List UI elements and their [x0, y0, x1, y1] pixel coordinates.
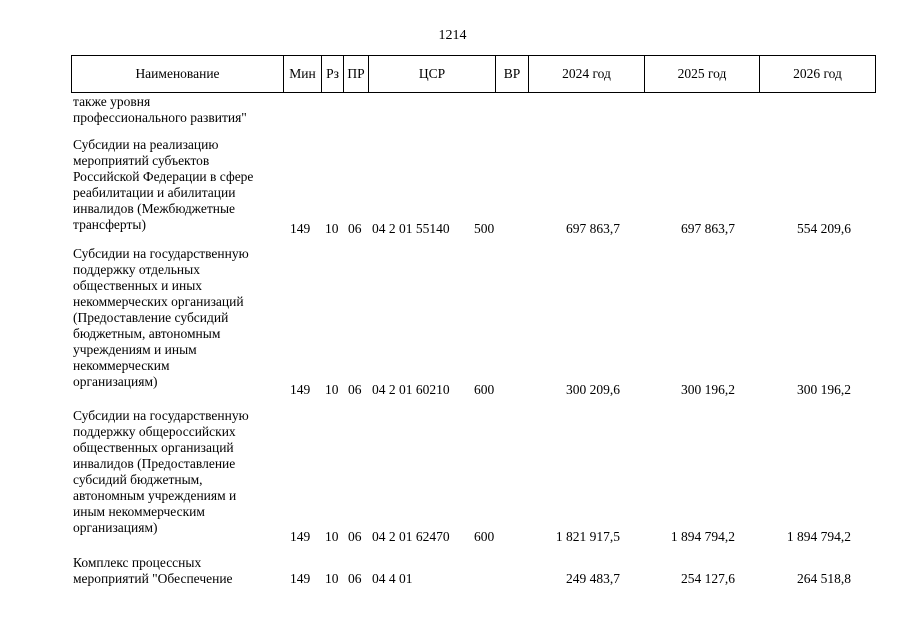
name-line: общественных организаций: [73, 440, 234, 455]
name-line: мероприятий субъектов: [73, 153, 210, 168]
name-line: Российской Федерации в сфере: [73, 169, 254, 184]
cell-vr: 500: [474, 221, 495, 236]
cell-2024: 1 821 917,5: [555, 529, 620, 544]
header-2024: 2024 год: [529, 56, 645, 93]
header-2025: 2025 год: [645, 56, 760, 93]
cell-min: 149: [290, 529, 311, 544]
cell-csr: 04 2 01 60210: [372, 382, 450, 397]
name-line: реабилитации и абилитации: [73, 185, 236, 200]
cell-2025: 1 894 794,2: [670, 529, 735, 544]
name-line: некоммерческих организаций: [73, 294, 244, 309]
cell-vr: 600: [474, 529, 495, 544]
name-line: профессионального развития": [73, 110, 247, 125]
cell-pr: 06: [348, 382, 362, 397]
name-line: иным некоммерческим: [73, 504, 205, 519]
name-line: автономным учреждениям и: [73, 488, 237, 503]
header-vr: ВР: [496, 56, 529, 93]
cell-2024: 300 209,6: [566, 382, 620, 397]
row-name: [73, 137, 279, 233]
name-line: бюджетным, автономным: [73, 326, 221, 341]
header-min: Мин: [284, 56, 322, 93]
cell-min: 149: [290, 221, 311, 236]
name-line: субсидий бюджетным,: [73, 472, 203, 487]
cell-2026: 264 518,8: [797, 571, 851, 586]
cell-2024: 249 483,7: [566, 571, 620, 586]
page-number: 1214: [438, 28, 467, 43]
cell-2025: 254 127,6: [681, 571, 735, 586]
row-name: [73, 555, 279, 587]
cell-2025: 697 863,7: [681, 221, 735, 236]
name-line: поддержку общероссийских: [73, 424, 236, 439]
header-2026: 2026 год: [760, 56, 876, 93]
cell-2024: 697 863,7: [566, 221, 620, 236]
name-line: мероприятий "Обеспечение: [73, 571, 233, 586]
name-line: инвалидов (Предоставление: [73, 456, 236, 471]
name-line: учреждениям и иным: [73, 342, 197, 357]
row-name: [73, 246, 279, 390]
cell-csr: 04 2 01 55140: [372, 221, 450, 236]
cell-csr: 04 4 01: [372, 571, 413, 586]
table-header: [71, 55, 876, 93]
cell-rz: 10: [325, 221, 339, 236]
name-line: инвалидов (Межбюджетные: [73, 201, 236, 216]
name-line: Субсидии на государственную: [73, 246, 249, 261]
header-csr: ЦСР: [369, 56, 496, 93]
name-line: трансферты): [73, 217, 146, 232]
cell-min: 149: [290, 382, 311, 397]
cell-2025: 300 196,2: [681, 382, 735, 397]
cell-rz: 10: [325, 571, 339, 586]
name-line: организациям): [73, 374, 158, 389]
cell-vr: 600: [474, 382, 495, 397]
cell-2026: 1 894 794,2: [786, 529, 851, 544]
header-rz: Рз: [322, 56, 344, 93]
cell-2026: 554 209,6: [797, 221, 851, 236]
cell-pr: 06: [348, 221, 362, 236]
name-line: Комплекс процессных: [73, 555, 202, 570]
name-line: некоммерческим: [73, 358, 170, 373]
cell-rz: 10: [325, 529, 339, 544]
cell-2026: 300 196,2: [797, 382, 851, 397]
row-name: [73, 94, 279, 126]
row-name: [73, 408, 279, 536]
name-line: (Предоставление субсидий: [73, 310, 229, 325]
name-line: также уровня: [73, 94, 151, 109]
cell-pr: 06: [348, 529, 362, 544]
cell-min: 149: [290, 571, 311, 586]
header-name: Наименование: [72, 56, 284, 93]
cell-csr: 04 2 01 62470: [372, 529, 450, 544]
header-pr: ПР: [344, 56, 369, 93]
name-line: поддержку отдельных: [73, 262, 200, 277]
name-line: Субсидии на государственную: [73, 408, 249, 423]
name-line: организациям): [73, 520, 158, 535]
name-line: Субсидии на реализацию: [73, 137, 219, 152]
cell-pr: 06: [348, 571, 362, 586]
cell-rz: 10: [325, 382, 339, 397]
name-line: общественных и иных: [73, 278, 203, 293]
